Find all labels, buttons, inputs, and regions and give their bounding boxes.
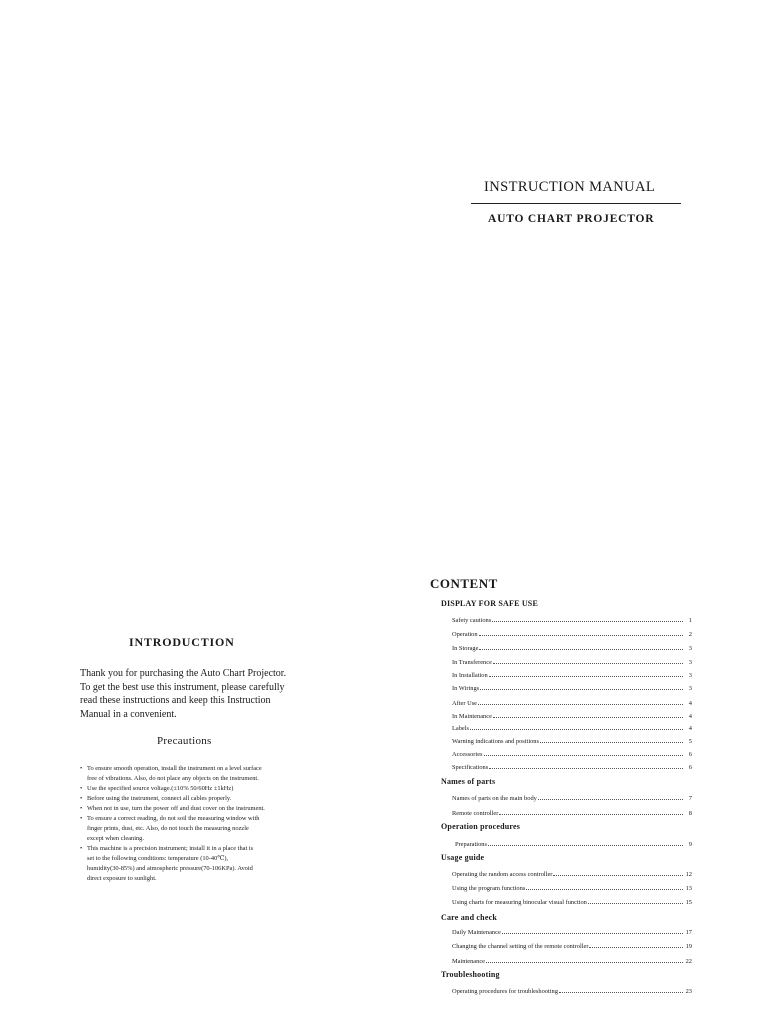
toc-page-number: 3 <box>688 685 692 692</box>
toc-leader <box>486 962 683 963</box>
toc-entry <box>452 722 692 732</box>
precaution-line: • To ensure a correct reading, do not soil the measuring window with <box>87 815 260 822</box>
toc-page-number: 3 <box>688 672 692 679</box>
toc-entry-label: Preparations <box>455 841 487 848</box>
introduction-line: Manual in a convenient. <box>80 708 177 720</box>
precaution-item <box>80 794 330 804</box>
precaution-line: direct exposure to sunlight. <box>87 875 157 882</box>
toc-entry-label: Maintenance <box>452 958 486 965</box>
precaution-item <box>80 814 330 844</box>
toc-page-number: 17 <box>685 929 692 936</box>
precaution-line: free of vibrations. Also, do not place any objects on the instrument. <box>87 775 259 782</box>
toc-entry <box>452 940 692 950</box>
toc-entry-label: Changing the channel setting of the remote controller <box>452 943 589 950</box>
manual-title: INSTRUCTION MANUAL <box>484 179 656 195</box>
toc-leader <box>502 933 683 934</box>
toc-entry <box>452 761 692 771</box>
toc-entry <box>452 642 692 652</box>
toc-entry <box>452 868 692 878</box>
toc-entry-label: In Storage <box>452 645 479 652</box>
precaution-line: finger prints, dust, etc. Also, do not touch the measuring nozzle <box>87 825 249 832</box>
toc-section-heading: Troubleshooting <box>441 970 500 979</box>
toc-page-number: 23 <box>685 988 692 995</box>
toc-entry <box>455 838 692 848</box>
toc-page-number: 3 <box>688 645 692 652</box>
toc-page-number: 22 <box>685 958 692 965</box>
introduction-heading: INTRODUCTION <box>129 635 235 649</box>
toc-page-number: 4 <box>688 725 692 732</box>
toc-page-number: 8 <box>688 810 692 817</box>
toc-section-heading: Care and check <box>441 913 497 922</box>
introduction-text <box>80 667 330 721</box>
toc-entry-label: In Wirings <box>452 685 480 692</box>
toc-entry-label: Operating the random access controller <box>452 871 553 878</box>
precaution-line: except when cleaning. <box>87 835 144 842</box>
toc-page-number: 2 <box>688 631 692 638</box>
toc-entry <box>452 985 692 995</box>
toc-leader <box>489 676 683 677</box>
toc-leader <box>479 635 683 636</box>
toc-entry-label: After Use <box>452 700 478 707</box>
toc-page-number: 4 <box>688 713 692 720</box>
precaution-item <box>80 844 330 884</box>
toc-leader <box>499 814 683 815</box>
toc-leader <box>553 875 683 876</box>
toc-entry-label: Using charts for measuring binocular visual function <box>452 899 587 906</box>
toc-leader <box>480 689 683 690</box>
toc-page-number: 5 <box>688 738 692 745</box>
toc-entry <box>452 896 692 906</box>
toc-section-heading: DISPLAY FOR SAFE USE <box>441 599 538 608</box>
toc-entry <box>452 955 692 965</box>
toc-leader <box>589 947 683 948</box>
toc-entry <box>452 807 692 817</box>
toc-entry-label: Operating procedures for troubleshooting <box>452 988 558 995</box>
toc-section-heading: Operation procedures <box>441 822 521 831</box>
toc-entry-label: Daily Maintenance <box>452 929 501 936</box>
toc-page-number: 6 <box>688 764 692 771</box>
toc-entry <box>452 710 692 720</box>
toc-page-number: 9 <box>688 841 692 848</box>
toc-leader <box>526 889 683 890</box>
toc-leader <box>493 717 683 718</box>
toc-leader <box>488 845 683 846</box>
toc-entry <box>452 628 692 638</box>
toc-entry <box>452 697 692 707</box>
toc-page-number: 13 <box>685 885 692 892</box>
toc-entry <box>452 682 692 692</box>
precaution-line: • When not in use, turn the power off and dust cover on the instrument. <box>87 805 265 812</box>
introduction-line: Thank you for purchasing the Auto Chart Projector. <box>80 668 287 679</box>
contents-heading: CONTENT <box>430 576 498 591</box>
toc-entry-label: Using the program functions <box>452 885 526 892</box>
toc-entry <box>452 669 692 679</box>
toc-leader <box>588 903 683 904</box>
precaution-line: humidity(30-85%) and atmospheric pressure(70-106KPa). Avoid <box>87 865 253 872</box>
product-name: AUTO CHART PROJECTOR <box>488 213 655 225</box>
precaution-line: • Use the specified source voltage.(±10% 50/60Hz ±1kHz) <box>87 785 234 792</box>
toc-entry-label: Labels <box>452 725 470 732</box>
toc-leader <box>538 799 683 800</box>
toc-leader <box>489 768 683 769</box>
toc-entry-label: In Maintenance <box>452 713 492 720</box>
toc-entry <box>452 614 692 624</box>
precaution-line: • To ensure smooth operation, install the instrument on a level surface <box>87 765 262 772</box>
toc-entry-label: Safety cautions <box>452 617 492 624</box>
precaution-item <box>80 784 330 794</box>
precautions-heading: Precautions <box>157 735 212 747</box>
introduction-line: read these instructions and keep this Instruction <box>80 695 271 706</box>
toc-leader <box>540 742 683 743</box>
precaution-line: • This machine is a precision instrument; install it in a place that is <box>87 845 254 852</box>
toc-entry-label: In Installation <box>452 672 488 679</box>
toc-page-number: 15 <box>685 899 692 906</box>
toc-leader <box>493 663 683 664</box>
toc-entry <box>452 926 692 936</box>
toc-leader <box>559 992 683 993</box>
precautions-list <box>80 764 330 884</box>
toc-entry <box>452 882 692 892</box>
toc-entry-label: In Transference <box>452 659 492 666</box>
title-divider <box>471 203 681 204</box>
toc-page-number: 1 <box>688 617 692 624</box>
toc-page-number: 3 <box>688 659 692 666</box>
toc-section-heading: Usage guide <box>441 853 485 862</box>
toc-page-number: 6 <box>688 751 692 758</box>
toc-page-number: 4 <box>688 700 692 707</box>
toc-entry-label: Accessories <box>452 751 483 758</box>
toc-page-number: 19 <box>685 943 692 950</box>
toc-section-heading: Names of parts <box>441 777 496 786</box>
toc-entry-label: Warning indications and positions <box>452 738 539 745</box>
toc-entry <box>452 735 692 745</box>
toc-entry <box>452 656 692 666</box>
toc-entry-label: Remote controller <box>452 810 499 817</box>
toc-leader <box>478 704 683 705</box>
toc-leader <box>470 729 683 730</box>
toc-entry-label: Specifications <box>452 764 489 771</box>
toc-page-number: 12 <box>685 871 692 878</box>
precaution-item <box>80 804 330 814</box>
toc-leader <box>484 755 683 756</box>
toc-entry <box>452 748 692 758</box>
toc-page-number: 7 <box>688 795 692 802</box>
introduction-line: To get the best use this instrument, please carefully <box>80 681 285 693</box>
toc-entry <box>452 792 692 802</box>
toc-entry-label: Names of parts on the main body <box>452 795 537 802</box>
toc-leader <box>492 621 683 622</box>
precaution-line: • Before using the instrument, connect all cables properly. <box>87 795 232 802</box>
precaution-line: set to the following conditions: temperature (10-40℃), <box>87 855 229 862</box>
toc-leader <box>479 649 683 650</box>
precaution-item <box>80 764 330 784</box>
toc-entry-label: Operation <box>452 631 478 638</box>
